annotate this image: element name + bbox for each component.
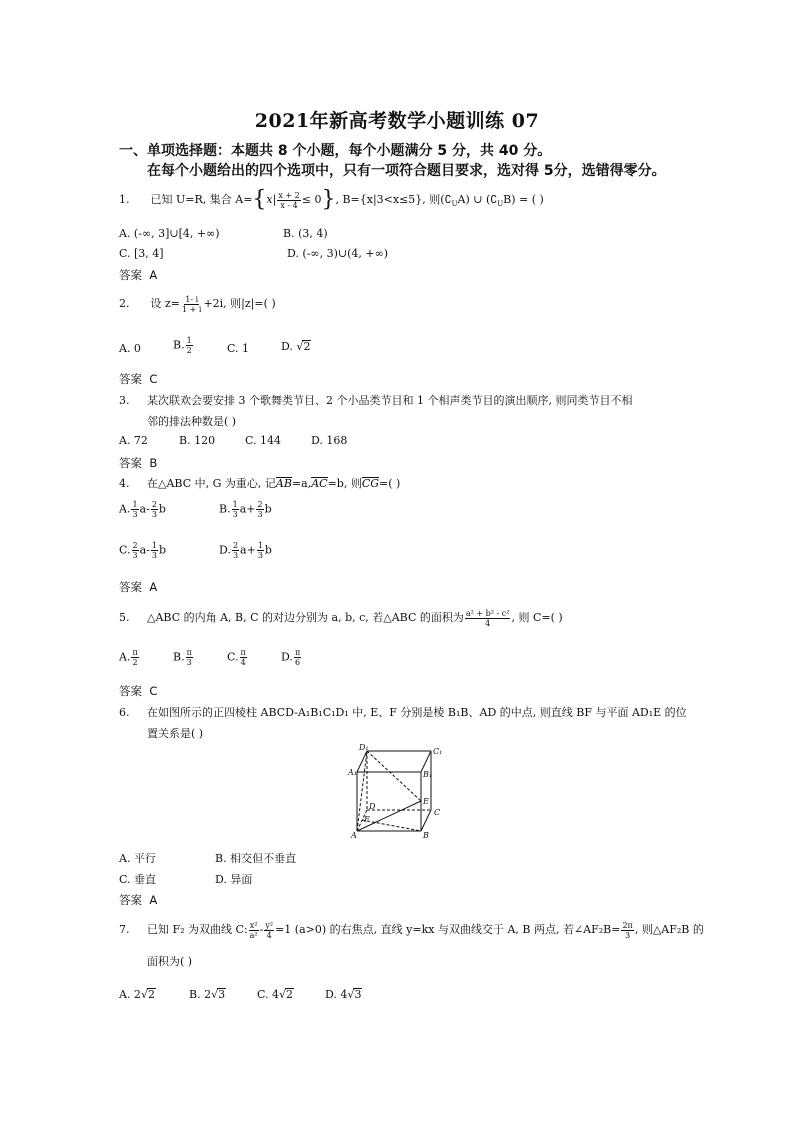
question-5: [119, 607, 563, 629]
question-text-b: +2i, 则|z|=( ): [203, 297, 276, 310]
question-3-line2: 邻的排法种数是( ): [147, 415, 237, 428]
question-6-line2: 置关系是( ): [147, 727, 204, 740]
fraction: $\frac{\text{y²}}{4}$: [265, 920, 274, 940]
question-text: 在△ABC 中, G 为重心, 记: [147, 477, 276, 490]
question-number: 2.: [119, 297, 130, 310]
option-c: C. $\frac{\pi}{4}$: [227, 648, 246, 667]
question-7-line2: 面积为( ): [147, 955, 193, 968]
option-b: B. 2√3: [189, 988, 226, 1001]
question-number: 1.: [119, 193, 130, 206]
label-d1: D₁: [359, 744, 369, 752]
option-d: D. 异面: [215, 873, 253, 886]
option-c: C. $\frac{2}{3}$ a- $\frac{1}{3}$ b: [119, 541, 167, 560]
answer-6: 答案 A: [119, 893, 158, 907]
question-text-d: , 则△AF₂B 的: [634, 923, 704, 936]
option-b: B. (3, 4): [283, 227, 328, 240]
question-7: 7. 已知 F₂ 为双曲线 C: $\frac{\text{x²}}{\text{a²}}$ - $\frac{\text{y²}}{4}$ =1 (a>0) 的右焦点, 直线 y=kx 与双曲线交于 A, B 两点, 若∠AF₂B= $\frac{2\pi}{3}$ , 则△AF₂B 的: [119, 918, 704, 942]
question-number: 5.: [119, 611, 130, 624]
label-a1: A₁: [348, 768, 357, 777]
label-b: B: [423, 831, 429, 840]
answer-5: 答案 C: [119, 684, 158, 698]
option-c: C. 4√2: [257, 988, 294, 1001]
option-a: A. $\frac{1}{3}$ a- $\frac{2}{3}$ b: [119, 500, 166, 519]
question-text-c: =1 (a>0) 的右焦点, 直线 y=kx 与双曲线交于 A, B 两点, 若∠AF₂B=: [275, 923, 621, 936]
option-a: A. $\frac{\pi}{2}$: [119, 648, 138, 667]
section-instruction: 在每个小题给出的四个选项中，只有一项符合题目要求，选对得 5分，选错得零分。: [147, 163, 666, 179]
answer-3: 答案 B: [119, 456, 158, 470]
label-c1: C₁: [433, 747, 443, 756]
answer-4: 答案 A: [119, 580, 158, 594]
question-number: 3.: [119, 394, 130, 407]
option-a: A. (-∞, 3]∪[4, +∞): [119, 227, 220, 240]
question-text-b: =a,: [291, 477, 312, 490]
label-a: A: [351, 831, 357, 840]
section-heading: 一、单项选择题：本题共 8 个小题，每个小题满分 5 分，共 40 分。: [119, 143, 552, 159]
question-text: 已知 F₂ 为双曲线 C:: [147, 923, 248, 936]
fraction: $\frac{1- i}{1 + i}$: [182, 294, 202, 314]
option-a: A. 0: [119, 342, 141, 355]
question-text: 已知 U=R, 集合 A=: [150, 193, 253, 206]
question-1: 1. 已知 U=R, 集合 A={x| $\frac{x + 2}{x - 4}$ ≤ 0}, B={x|3<x≤5}, 则$(∁_UA)$ ∪ $(∁_UB)$ = ( ): [119, 187, 544, 212]
option-d: D. 4√3: [325, 988, 362, 1001]
question-text: 设 z=: [150, 297, 181, 310]
option-a: A. 2√2: [119, 988, 155, 1001]
option-d: D. 168: [311, 434, 348, 447]
fraction: $\frac{x + 2}{x - 4}$: [278, 190, 300, 210]
option-b: B. 相交但不垂直: [215, 852, 297, 865]
answer-2: 答案 C: [119, 372, 158, 386]
prism-figure: [344, 744, 454, 840]
option-a: A. 平行: [119, 852, 156, 865]
question-text-b: , B={x|3<x≤5}, 则(∁: [335, 193, 452, 206]
label-c: C: [434, 808, 441, 817]
question-number: 7.: [119, 923, 130, 936]
option-d: D. (-∞, 3)∪(4, +∞): [287, 247, 389, 260]
left-brace-icon: {: [252, 187, 267, 212]
option-b: B. $\frac{\pi}{3}$: [173, 648, 192, 667]
label-f: F: [364, 815, 370, 824]
question-text: △ABC 的内角 A, B, C 的对边分别为 a, b, c, 若△ABC 的面积为: [147, 611, 464, 624]
fraction: $\frac{\text{x²}}{\text{a²}}$: [249, 920, 258, 940]
question-text-d: =( ): [379, 477, 401, 490]
question-text-d: B) = ( ): [503, 193, 544, 206]
label-d: D: [369, 802, 376, 811]
question-3: [119, 392, 632, 408]
question-4: [119, 475, 400, 491]
option-d: D. √2: [281, 340, 311, 353]
right-brace-icon: }: [321, 187, 336, 212]
vector-cg: CG: [361, 477, 380, 490]
vector-ab: AB: [275, 477, 292, 490]
set-condition: ≤ 0: [301, 193, 322, 206]
option-c: C. 垂直: [119, 873, 157, 886]
fraction: $\frac{\text{a² + b² - c²}}{4}$: [465, 608, 510, 628]
question-text: 某次联欢会要安排 3 个歌舞类节目、2 个小品类节目和 1 个相声类节目的演出顺序, 则同类节目不相: [147, 394, 633, 407]
fraction: $\frac{2\pi}{3}$: [622, 920, 633, 940]
question-number: 6.: [119, 706, 130, 719]
option-c: C. 1: [227, 342, 250, 355]
option-d: D. $\frac{2}{3}$ a+ $\frac{1}{3}$ b: [219, 541, 272, 560]
question-text-b: , 则 C=( ): [511, 611, 563, 624]
option-b: B. $\frac{1}{3}$ a+ $\frac{2}{3}$ b: [219, 500, 272, 519]
page-title: 2021年新高考数学小题训练 07: [254, 110, 540, 132]
answer-1: 答案 A: [119, 268, 158, 282]
question-text: 在如图所示的正四棱柱 ABCD-A₁B₁C₁D₁ 中, E、F 分别是棱 B₁B、AD 的中点, 则直线 BF 与平面 AD₁E 的位: [147, 706, 687, 719]
vector-ac: AC: [311, 477, 328, 490]
question-6: [119, 704, 687, 720]
option-c: C. [3, 4]: [119, 247, 164, 260]
option-d: D. $\frac{\pi}{6}$: [281, 648, 301, 667]
option-a: A. 72: [119, 434, 148, 447]
question-text-c: A) ∪ (∁: [457, 193, 498, 206]
question-2: [119, 294, 276, 314]
label-b1: B₁: [423, 770, 433, 779]
option-c: C. 144: [245, 434, 282, 447]
option-b: B. 120: [179, 434, 216, 447]
option-b: B. $\frac{1}{2}$: [173, 336, 192, 355]
question-text-c: =b, 则: [327, 477, 362, 490]
label-e: E: [423, 797, 429, 806]
question-number: 4.: [119, 477, 130, 490]
